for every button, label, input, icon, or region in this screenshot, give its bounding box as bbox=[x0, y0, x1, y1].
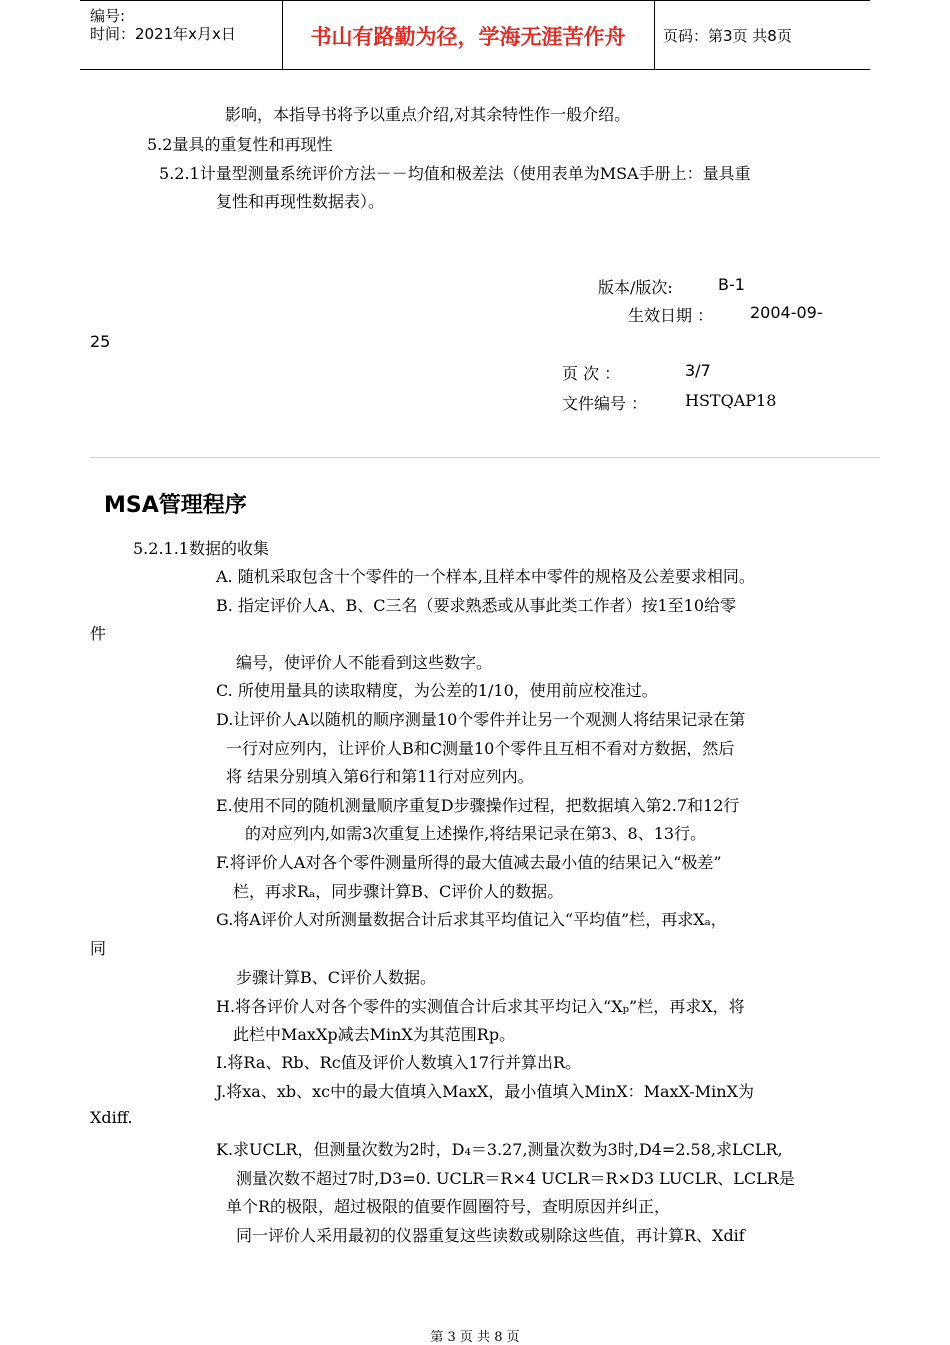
item-k-cont: 单个R的极限，超过极限的值要作圆圈符号，查明原因并纠正， bbox=[226, 1197, 671, 1216]
page-value: 3/7 bbox=[685, 361, 711, 380]
item-h: H.将各评价人对各个零件的实测值合计后求其平均记入“Xₚ”栏，再求X，将 bbox=[216, 997, 745, 1016]
separator-line bbox=[90, 457, 880, 458]
item-b-cont: 编号，使评价人不能看到这些数字。 bbox=[236, 653, 493, 672]
item-a: A. 随机采取包含十个零件的一个样本,且样本中零件的规格及公差要求相同。 bbox=[216, 567, 755, 586]
item-k-cont: 同一评价人采用最初的仪器重复这些读数或剔除这些值，再计算R、Xdif bbox=[236, 1226, 745, 1245]
item-g-cont: 步骤计算B、C评价人数据。 bbox=[236, 968, 437, 987]
number-label: 编号: bbox=[90, 7, 126, 25]
subsection-heading: 5.2.1.1数据的收集 bbox=[133, 539, 269, 558]
item-b: B. 指定评价人A、B、C三名（要求熟悉或从事此类工作者）按1至10给零 bbox=[216, 596, 737, 615]
item-f-cont: 栏，再求Rₐ，同步骤计算B、C评价人的数据。 bbox=[233, 882, 564, 901]
item-c: C. 所使用量具的读取精度，为公差的1/10，使用前应校准过。 bbox=[216, 681, 658, 700]
item-i: I.将Ra、Rb、Rc值及评价人数填入17行并算出R。 bbox=[216, 1053, 582, 1072]
item-k: K.求UCLR，但测量次数为2时，D₄＝3.27,测量次数为3时,D4=2.58,求LCLR, bbox=[216, 1140, 783, 1159]
header-right-cell bbox=[655, 1, 870, 69]
item-j-wrap: Xdiff. bbox=[90, 1108, 133, 1127]
page-title: MSA管理程序 bbox=[104, 493, 247, 518]
intro-line: 影响，本指导书将予以重点介绍,对其余特性作一般介绍。 bbox=[225, 105, 631, 124]
item-b-wrap: 件 bbox=[90, 624, 107, 643]
item-j: J.将xa、xb、xc中的最大值填入MaxX，最小值填入MinX：MaxX-MinX为 bbox=[216, 1082, 754, 1101]
section-heading-cont: 复性和再现性数据表）。 bbox=[216, 192, 385, 211]
header-table bbox=[80, 0, 870, 70]
item-e-cont: 的对应列内,如需3次重复上述操作,将结果记录在第3、8、13行。 bbox=[245, 824, 707, 843]
motto: 书山有路勤为径，学海无涯苦作舟 bbox=[310, 25, 626, 49]
item-f: F.将评价人A对各个零件测量所得的最大值减去最小值的结果记入“极差” bbox=[216, 853, 722, 872]
time-label: 时间：2021年x月x日 bbox=[90, 25, 236, 43]
docno-label: 文件编号 ： bbox=[562, 394, 648, 413]
item-g: G.将A评价人对所测量数据合计后求其平均值记入“平均值”栏，再求Xₐ， bbox=[216, 910, 727, 929]
date-value-wrap: 25 bbox=[90, 332, 111, 351]
item-d-cont: 一行对应列内，让评价人B和C测量10个零件且互相不看对方数据，然后 bbox=[226, 739, 735, 758]
section-heading: 5.2.1计量型测量系统评价方法－－均值和极差法（使用表单为MSA手册上：量具重 bbox=[159, 164, 751, 183]
item-e: E.使用不同的随机测量顺序重复D步骤操作过程，把数据填入第2.7和12行 bbox=[216, 796, 740, 815]
header-motto-cell bbox=[282, 1, 655, 69]
header-left-cell bbox=[80, 1, 283, 69]
item-k-cont: 测量次数不超过7时,D3=0. UCLR＝R×4 UCLR＝R×D3 LUCLR、LCLR是 bbox=[236, 1169, 795, 1188]
docno-value: HSTQAP18 bbox=[685, 391, 777, 410]
page-label: 页 次 ： bbox=[562, 364, 621, 383]
page-info: 页码：第3页 共8页 bbox=[663, 27, 792, 45]
version-label: 版本/版次: bbox=[598, 278, 673, 297]
date-label: 生效日期 ： bbox=[628, 306, 714, 325]
item-d: D.让评价人A以随机的顺序测量10个零件并让另一个观测人将结果记录在第 bbox=[216, 710, 746, 729]
version-value: B-1 bbox=[718, 275, 745, 294]
item-h-cont: 此栏中MaxXp减去MinX为其范围Rp。 bbox=[233, 1025, 516, 1044]
date-value: 2004-09- bbox=[750, 303, 823, 322]
section-heading: 5.2量具的重复性和再现性 bbox=[147, 135, 333, 154]
page-footer: 第 3 页 共 8 页 bbox=[430, 1330, 520, 1345]
item-g-wrap: 同 bbox=[90, 939, 107, 958]
item-d-cont: 将 结果分别填入第6行和第11行对应列内。 bbox=[226, 767, 534, 786]
